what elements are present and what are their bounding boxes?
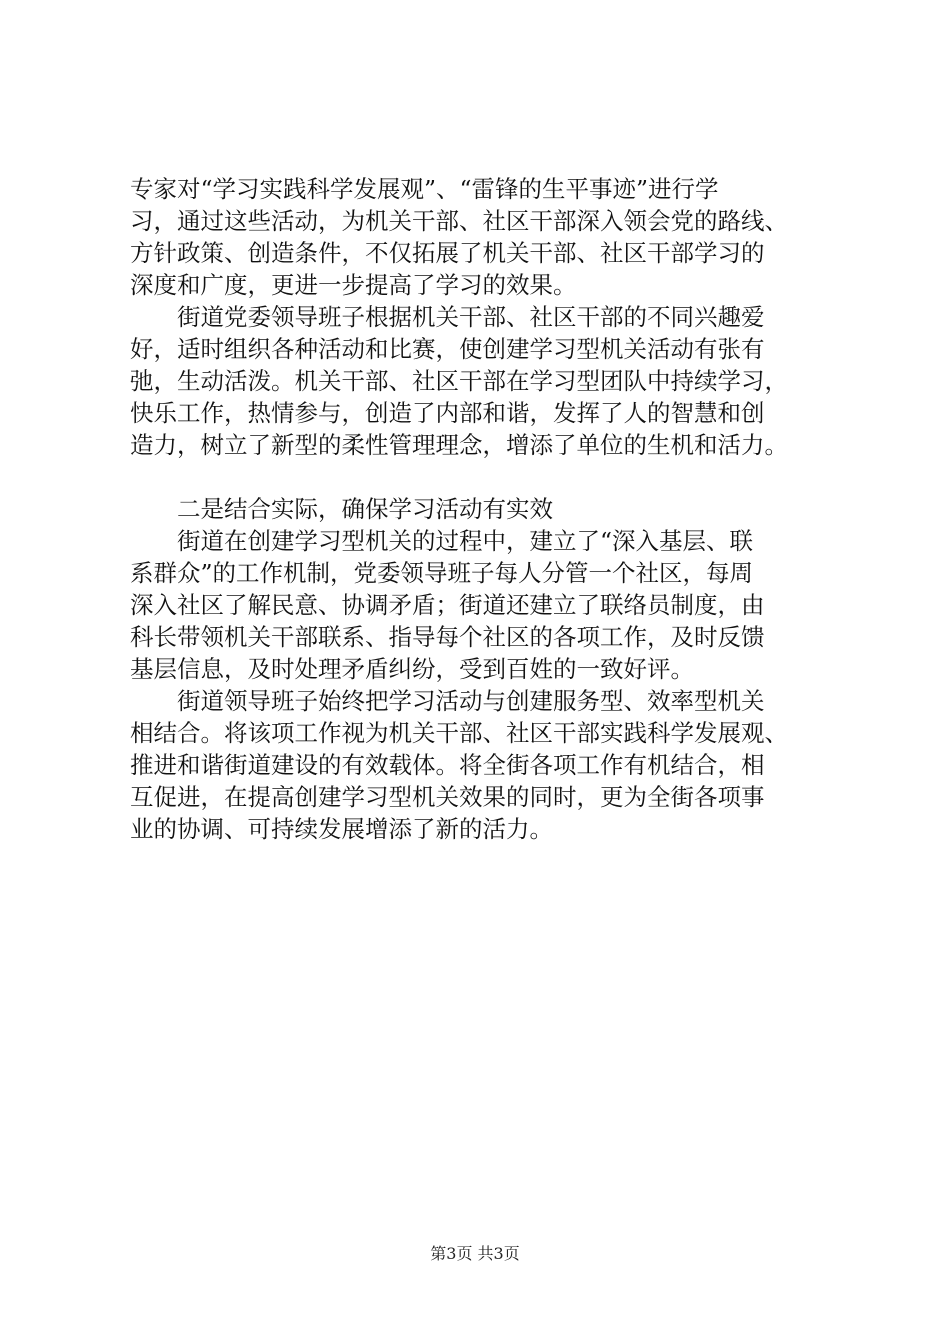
text-line: 街道党委领导班子根据机关干部、社区干部的不同兴趣爱 — [130, 303, 765, 331]
text-line: 相结合。将该项工作视为机关干部、社区干部实践科学发展观、 — [130, 719, 788, 747]
text-line: 专家对“学习实践科学发展观”、“雷锋的生平事迹”进行学 — [130, 175, 719, 203]
text-line: 基层信息，及时处理矛盾纠纷，受到百姓的一致好评。 — [130, 655, 694, 683]
text-line: 推进和谐街道建设的有效载体。将全街各项工作有机结合，相 — [130, 751, 765, 779]
page-number-footer: 第3页 共3页 — [430, 1244, 520, 1263]
text-line: 好，适时组织各种活动和比赛，使创建学习型机关活动有张有 — [130, 335, 765, 363]
text-line: 弛，生动活泼。机关干部、社区干部在学习型团队中持续学习， — [130, 367, 788, 395]
text-line: 业的协调、可持续发展增添了新的活力。 — [130, 815, 553, 843]
text-line: 互促进，在提高创建学习型机关效果的同时，更为全街各项事 — [130, 783, 765, 811]
text-line: 方针政策、创造条件，不仅拓展了机关干部、社区干部学习的 — [130, 239, 765, 267]
text-line: 深度和广度，更进一步提高了学习的效果。 — [130, 271, 577, 299]
text-line: 系群众”的工作机制，党委领导班子每人分管一个社区，每周 — [130, 559, 754, 587]
text-line: 习，通过这些活动，为机关干部、社区干部深入领会党的路线、 — [130, 207, 788, 235]
text-line: 深入社区了解民意、协调矛盾；街道还建立了联络员制度，由 — [130, 591, 765, 619]
blank-line — [130, 461, 850, 493]
text-line: 快乐工作，热情参与，创造了内部和谐，发挥了人的智慧和创 — [130, 399, 765, 427]
document-body — [130, 173, 850, 845]
text-line: 街道领导班子始终把学习活动与创建服务型、效率型机关 — [130, 687, 765, 715]
text-line: 科长带领机关干部联系、指导每个社区的各项工作，及时反馈 — [130, 623, 765, 651]
text-line: 街道在创建学习型机关的过程中，建立了“深入基层、联 — [130, 527, 754, 555]
section-heading: 二是结合实际，确保学习活动有实效 — [130, 495, 553, 523]
text-line: 造力，树立了新型的柔性管理理念，增添了单位的生机和活力。 — [130, 431, 788, 459]
